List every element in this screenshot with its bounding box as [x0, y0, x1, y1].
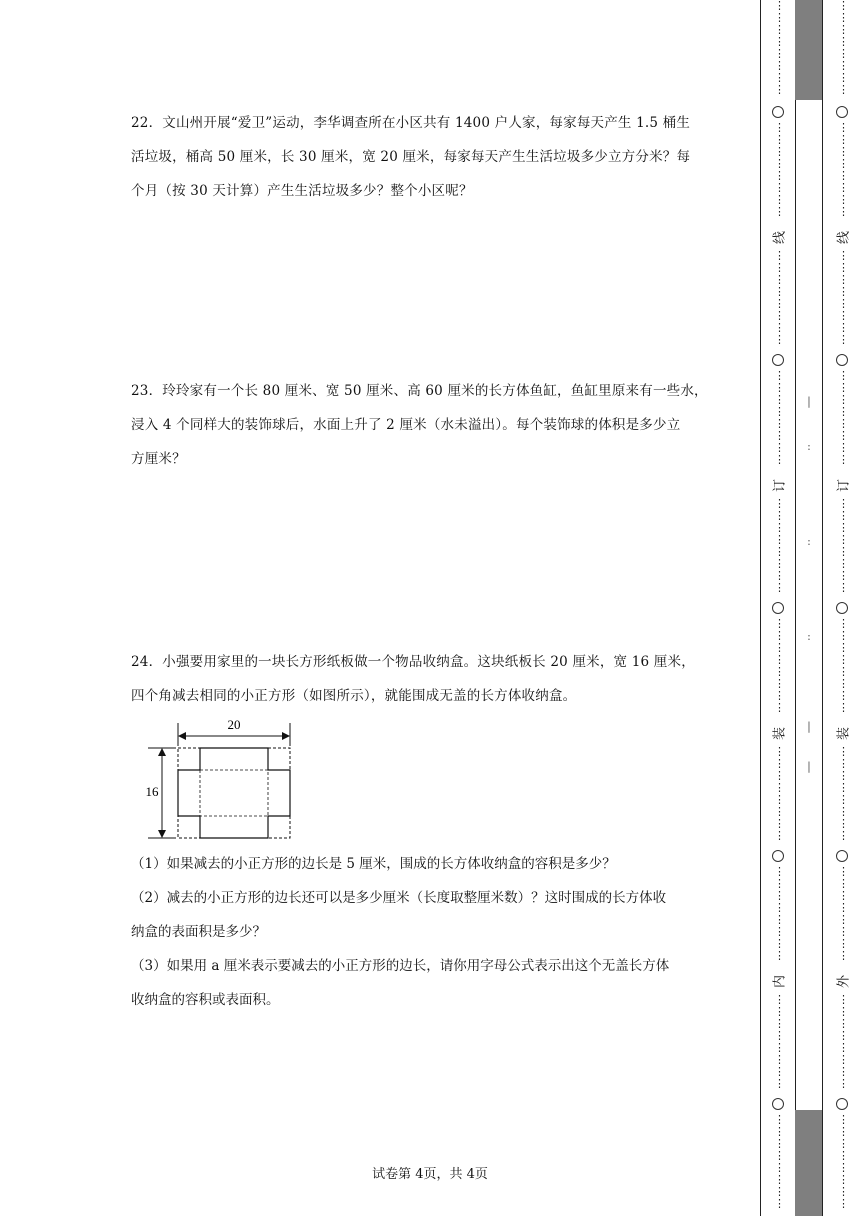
question-24-subparts — [131, 847, 731, 1017]
subpart-3-line-2: 收纳盒的容积或表面积。 — [131, 992, 280, 1008]
binding-hole-icon — [772, 106, 784, 118]
binding-label-inner-3: 装 — [772, 727, 788, 741]
binding-faint-mark: : — [807, 440, 811, 453]
binding-hole-icon — [836, 850, 848, 862]
binding-faint-mark: | — [807, 395, 811, 408]
subpart-3-line-1: （3）如果用 a 厘米表示要减去的小正方形的边长，请你用字母公式表示出这个无盖长方体 — [131, 958, 670, 974]
question-23-line-2: 浸入 4 个同样大的装饰球后，水面上升了 2 厘米（水未溢出）。每个装饰球的体积是多少立 — [131, 417, 681, 433]
binding-faint-mark: : — [807, 630, 811, 643]
binding-label-outer-2: 订 — [836, 479, 852, 493]
question-22-line-3: 个月（按 30 天计算）产生生活垃圾多少？整个小区呢？ — [131, 183, 473, 199]
binding-hole-icon — [772, 1098, 784, 1110]
binding-label-outer-4: 外 — [836, 975, 852, 989]
page-footer: 试卷第 4页，共 4页 — [372, 1167, 488, 1182]
cardboard-figure — [140, 714, 305, 844]
binding-gray-bar-top — [795, 0, 822, 100]
binding-rule-right — [822, 0, 823, 1216]
question-24-line-1: 24．小强要用家里的一块长方形纸板做一个物品收纳盒。这块纸板长 20 厘米，宽 16 厘米， — [131, 654, 695, 670]
binding-gray-bar-bottom — [795, 1110, 822, 1216]
question-24 — [131, 645, 731, 713]
subpart-2-line-1: （2）减去的小正方形的边长还可以是多少厘米（长度取整厘米数）？这时围成的长方体收 — [131, 890, 667, 906]
binding-label-outer-1: 线 — [836, 231, 852, 245]
binding-hole-icon — [772, 602, 784, 614]
question-22-line-1: 22．文山州开展“爱卫”运动，李华调查所在小区共有 1400 户人家，每家每天产生 1.5 桶生 — [131, 115, 691, 131]
binding-inner-rule — [795, 100, 796, 1110]
question-22 — [131, 106, 731, 208]
figure-width-label: 20 — [227, 717, 241, 732]
binding-rule-left — [760, 0, 761, 1216]
binding-label-outer-3: 装 — [836, 727, 852, 741]
question-23 — [131, 374, 731, 476]
subpart-1: （1）如果减去的小正方形的边长是 5 厘米，围成的长方体收纳盒的容积是多少？ — [131, 856, 616, 872]
figure-height-label: 16 — [145, 784, 159, 799]
binding-faint-mark: | — [807, 760, 811, 773]
question-23-line-1: 23．玲玲家有一个长 80 厘米、宽 50 厘米、高 60 厘米的长方体鱼缸，鱼缸里原来有一些水， — [131, 383, 708, 399]
binding-label-inner-2: 订 — [772, 479, 788, 493]
binding-column-inner: ⋮⋮⋮⋮⋮⋮⋮⋮ ⋮⋮⋮⋮⋮⋮⋮⋮ 线 ⋮⋮⋮⋮⋮⋮⋮⋮ ⋮⋮⋮⋮⋮⋮⋮⋮ 订 ⋮⋮⋮⋮⋮⋮⋮⋮ ⋮⋮⋮⋮⋮⋮⋮⋮ 装 ⋮⋮⋮⋮⋮⋮⋮⋮ ⋮⋮⋮⋮⋮⋮⋮⋮ 内 ⋮⋮⋮⋮⋮⋮⋮⋮ ⋮⋮⋮⋮⋮⋮⋮⋮ — [768, 0, 788, 1216]
binding-faint-mark: | — [807, 720, 811, 733]
binding-label-inner-1: 线 — [772, 231, 788, 245]
binding-column-outer: ⋮⋮⋮⋮⋮⋮⋮⋮ ⋮⋮⋮⋮⋮⋮⋮⋮ 线 ⋮⋮⋮⋮⋮⋮⋮⋮ ⋮⋮⋮⋮⋮⋮⋮⋮ 订 ⋮⋮⋮⋮⋮⋮⋮⋮ ⋮⋮⋮⋮⋮⋮⋮⋮ 装 ⋮⋮⋮⋮⋮⋮⋮⋮ ⋮⋮⋮⋮⋮⋮⋮⋮ 外 ⋮⋮⋮⋮⋮⋮⋮⋮ ⋮⋮⋮⋮⋮⋮⋮⋮ — [832, 0, 852, 1216]
binding-hole-icon — [836, 106, 848, 118]
binding-hole-icon — [836, 1098, 848, 1110]
binding-label-inner-4: 内 — [772, 975, 788, 989]
question-22-line-2: 活垃圾，桶高 50 厘米，长 30 厘米，宽 20 厘米，每家每天产生生活垃圾多少立方分米？每 — [131, 149, 691, 165]
subpart-2-line-2: 纳盒的表面积是多少？ — [131, 924, 266, 940]
question-23-line-3: 方厘米？ — [131, 451, 186, 467]
binding-hole-icon — [836, 602, 848, 614]
binding-faint-mark: : — [807, 535, 811, 548]
binding-hole-icon — [772, 850, 784, 862]
binding-hole-icon — [836, 354, 848, 366]
binding-hole-icon — [772, 354, 784, 366]
question-24-line-2: 四个角减去相同的小正方形（如图所示），就能围成无盖的长方体收纳盒。 — [131, 688, 577, 704]
